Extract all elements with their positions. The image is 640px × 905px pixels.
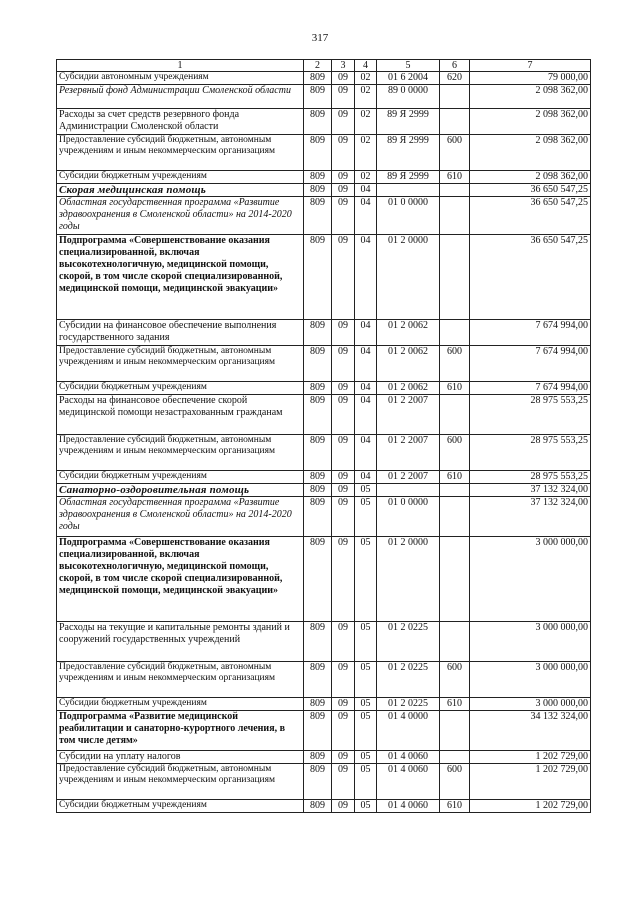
row-expense-type [440, 235, 470, 320]
row-amount: 2 098 362,00 [470, 171, 591, 184]
row-expense-type [440, 484, 470, 497]
table-row [57, 698, 591, 711]
row-amount: 3 000 000,00 [470, 537, 591, 622]
row-expense-type [440, 320, 470, 346]
row-ved: 809 [304, 72, 332, 85]
row-subsection: 02 [355, 135, 377, 171]
row-target-article: 01 4 0060 [377, 764, 440, 800]
row-expense-type [440, 184, 470, 197]
row-ved: 809 [304, 711, 332, 751]
row-subsection: 05 [355, 662, 377, 698]
row-target-article [377, 484, 440, 497]
row-expense-type [440, 497, 470, 537]
table-row [57, 197, 591, 235]
row-subsection: 02 [355, 171, 377, 184]
row-subsection: 04 [355, 346, 377, 382]
row-section: 09 [332, 711, 355, 751]
row-expense-type [440, 395, 470, 435]
row-subsection: 05 [355, 497, 377, 537]
row-target-article: 01 2 2007 [377, 471, 440, 484]
row-name: Субсидии автономным учреждениям [57, 72, 304, 85]
row-name: Предоставление субсидий бюджетным, автономным учреждениям и иным некоммерческим организациям [57, 135, 304, 171]
row-expense-type [440, 109, 470, 135]
row-name: Областная государственная программа «Развитие здравоохранения в Смоленской области» на 2014-2020 годы [57, 497, 304, 537]
row-ved: 809 [304, 484, 332, 497]
row-ved: 809 [304, 751, 332, 764]
row-subsection: 02 [355, 109, 377, 135]
row-ved: 809 [304, 382, 332, 395]
table-row [57, 395, 591, 435]
row-amount: 2 098 362,00 [470, 109, 591, 135]
row-expense-type [440, 85, 470, 109]
row-target-article: 89 0 0000 [377, 85, 440, 109]
row-section: 09 [332, 320, 355, 346]
table-row [57, 537, 591, 622]
row-amount: 3 000 000,00 [470, 622, 591, 662]
row-ved: 809 [304, 662, 332, 698]
row-ved: 809 [304, 197, 332, 235]
row-expense-type: 610 [440, 698, 470, 711]
row-target-article: 01 2 0225 [377, 698, 440, 711]
row-amount: 79 000,00 [470, 72, 591, 85]
header-col-7: 7 [470, 60, 591, 72]
row-target-article: 01 2 0225 [377, 662, 440, 698]
row-expense-type: 600 [440, 662, 470, 698]
row-name: Предоставление субсидий бюджетным, автономным учреждениям и иным некоммерческим организациям [57, 764, 304, 800]
table-row [57, 85, 591, 109]
row-name: Подпрограмма «Совершенствование оказания специализированной, включая высокотехнологичную, медицинской помощи, скорой, в том числе скорой специализированной, медицинской помощи, медицинской эвакуации» [57, 537, 304, 622]
header-col-5: 5 [377, 60, 440, 72]
row-section: 09 [332, 662, 355, 698]
row-amount: 7 674 994,00 [470, 320, 591, 346]
table-row [57, 484, 591, 497]
table-row [57, 471, 591, 484]
row-target-article: 01 6 2004 [377, 72, 440, 85]
row-ved: 809 [304, 109, 332, 135]
row-amount: 3 000 000,00 [470, 698, 591, 711]
row-target-article: 01 2 0000 [377, 537, 440, 622]
row-subsection: 04 [355, 435, 377, 471]
row-expense-type: 600 [440, 346, 470, 382]
row-section: 09 [332, 184, 355, 197]
row-subsection: 05 [355, 711, 377, 751]
row-target-article: 89 Я 2999 [377, 109, 440, 135]
table-row [57, 764, 591, 800]
table-row [57, 382, 591, 395]
row-section: 09 [332, 764, 355, 800]
header-col-2: 2 [304, 60, 332, 72]
row-name: Санаторно-оздоровительная помощь [57, 484, 304, 497]
table-row [57, 135, 591, 171]
row-name: Расходы за счет средств резервного фонда Администрации Смоленской области [57, 109, 304, 135]
row-ved: 809 [304, 497, 332, 537]
row-target-article: 01 2 0062 [377, 320, 440, 346]
row-section: 09 [332, 72, 355, 85]
row-name: Расходы на текущие и капитальные ремонты зданий и сооружений государственных учреждений [57, 622, 304, 662]
row-target-article: 01 2 0000 [377, 235, 440, 320]
row-subsection: 04 [355, 184, 377, 197]
row-ved: 809 [304, 320, 332, 346]
row-subsection: 04 [355, 395, 377, 435]
row-ved: 809 [304, 235, 332, 320]
row-subsection: 02 [355, 85, 377, 109]
header-col-4: 4 [355, 60, 377, 72]
row-expense-type: 610 [440, 171, 470, 184]
page-number: 317 [311, 32, 329, 44]
row-name: Подпрограмма «Развитие медицинской реабилитации и санаторно-курортного лечения, в том числе детям» [57, 711, 304, 751]
row-section: 09 [332, 85, 355, 109]
row-expense-type [440, 622, 470, 662]
row-ved: 809 [304, 184, 332, 197]
row-subsection: 05 [355, 698, 377, 711]
table-row [57, 662, 591, 698]
table-row [57, 346, 591, 382]
header-col-3: 3 [332, 60, 355, 72]
row-amount: 3 000 000,00 [470, 662, 591, 698]
row-target-article: 01 2 0062 [377, 382, 440, 395]
row-ved: 809 [304, 435, 332, 471]
row-target-article: 01 2 2007 [377, 435, 440, 471]
row-ved: 809 [304, 800, 332, 813]
row-target-article: 89 Я 2999 [377, 135, 440, 171]
table-row [57, 320, 591, 346]
row-subsection: 02 [355, 72, 377, 85]
row-ved: 809 [304, 171, 332, 184]
row-section: 09 [332, 537, 355, 622]
row-amount: 36 650 547,25 [470, 197, 591, 235]
row-expense-type: 600 [440, 135, 470, 171]
row-expense-type: 610 [440, 800, 470, 813]
row-section: 09 [332, 800, 355, 813]
row-section: 09 [332, 471, 355, 484]
row-section: 09 [332, 109, 355, 135]
row-expense-type [440, 711, 470, 751]
table-row [57, 235, 591, 320]
row-name: Предоставление субсидий бюджетным, автономным учреждениям и иным некоммерческим организациям [57, 662, 304, 698]
row-subsection: 04 [355, 320, 377, 346]
row-section: 09 [332, 622, 355, 662]
row-target-article: 01 4 0060 [377, 800, 440, 813]
row-ved: 809 [304, 346, 332, 382]
table-row [57, 171, 591, 184]
row-subsection: 05 [355, 484, 377, 497]
row-section: 09 [332, 346, 355, 382]
row-amount: 28 975 553,25 [470, 395, 591, 435]
row-section: 09 [332, 751, 355, 764]
row-target-article: 01 2 2007 [377, 395, 440, 435]
table-row [57, 497, 591, 537]
row-amount: 2 098 362,00 [470, 85, 591, 109]
row-subsection: 05 [355, 764, 377, 800]
row-name: Областная государственная программа «Развитие здравоохранения в Смоленской области» на 2014-2020 годы [57, 197, 304, 235]
table-row [57, 184, 591, 197]
row-amount: 36 650 547,25 [470, 235, 591, 320]
header-row [57, 60, 591, 72]
row-ved: 809 [304, 698, 332, 711]
row-ved: 809 [304, 471, 332, 484]
row-amount: 1 202 729,00 [470, 764, 591, 800]
table-row [57, 109, 591, 135]
row-subsection: 05 [355, 800, 377, 813]
table-row [57, 435, 591, 471]
row-name: Скорая медицинская помощь [57, 184, 304, 197]
budget-table [56, 59, 591, 813]
row-target-article [377, 184, 440, 197]
row-subsection: 04 [355, 235, 377, 320]
row-amount: 1 202 729,00 [470, 751, 591, 764]
row-section: 09 [332, 435, 355, 471]
row-expense-type: 600 [440, 435, 470, 471]
row-amount: 7 674 994,00 [470, 382, 591, 395]
row-ved: 809 [304, 764, 332, 800]
row-name: Резервный фонд Администрации Смоленской области [57, 85, 304, 109]
row-section: 09 [332, 135, 355, 171]
row-subsection: 05 [355, 622, 377, 662]
table-row [57, 622, 591, 662]
row-section: 09 [332, 395, 355, 435]
row-name: Субсидии на финансовое обеспечение выполнения государственного задания [57, 320, 304, 346]
row-subsection: 04 [355, 197, 377, 235]
row-amount: 28 975 553,25 [470, 435, 591, 471]
row-name: Субсидии бюджетным учреждениям [57, 171, 304, 184]
row-name: Предоставление субсидий бюджетным, автономным учреждениям и иным некоммерческим организациям [57, 346, 304, 382]
row-amount: 1 202 729,00 [470, 800, 591, 813]
row-target-article: 01 2 0225 [377, 622, 440, 662]
row-name: Расходы на финансовое обеспечение скорой медицинской помощи незастрахованным гражданам [57, 395, 304, 435]
row-subsection: 05 [355, 751, 377, 764]
row-section: 09 [332, 197, 355, 235]
row-amount: 28 975 553,25 [470, 471, 591, 484]
row-name: Субсидии бюджетным учреждениям [57, 471, 304, 484]
table-row [57, 800, 591, 813]
row-name: Субсидии бюджетным учреждениям [57, 382, 304, 395]
header-col-1: 1 [57, 60, 304, 72]
row-name: Подпрограмма «Совершенствование оказания специализированной, включая высокотехнологичную, медицинской помощи, скорой, в том числе скорой специализированной, медицинской помощи, медицинской эвакуации» [57, 235, 304, 320]
row-section: 09 [332, 484, 355, 497]
table-row [57, 711, 591, 751]
header-col-6: 6 [440, 60, 470, 72]
row-expense-type: 620 [440, 72, 470, 85]
row-expense-type [440, 751, 470, 764]
row-target-article: 01 2 0062 [377, 346, 440, 382]
row-name: Субсидии бюджетным учреждениям [57, 800, 304, 813]
row-amount: 36 650 547,25 [470, 184, 591, 197]
row-section: 09 [332, 698, 355, 711]
row-expense-type: 600 [440, 764, 470, 800]
row-target-article: 01 4 0060 [377, 751, 440, 764]
row-target-article: 01 0 0000 [377, 197, 440, 235]
row-section: 09 [332, 235, 355, 320]
row-target-article: 89 Я 2999 [377, 171, 440, 184]
table-row [57, 72, 591, 85]
row-ved: 809 [304, 537, 332, 622]
row-amount: 2 098 362,00 [470, 135, 591, 171]
row-ved: 809 [304, 622, 332, 662]
row-target-article: 01 4 0000 [377, 711, 440, 751]
row-subsection: 05 [355, 537, 377, 622]
row-ved: 809 [304, 85, 332, 109]
row-section: 09 [332, 497, 355, 537]
row-subsection: 04 [355, 471, 377, 484]
row-target-article: 01 0 0000 [377, 497, 440, 537]
row-section: 09 [332, 171, 355, 184]
row-subsection: 04 [355, 382, 377, 395]
row-name: Субсидии на уплату налогов [57, 751, 304, 764]
row-amount: 37 132 324,00 [470, 484, 591, 497]
row-amount: 37 132 324,00 [470, 497, 591, 537]
row-expense-type: 610 [440, 471, 470, 484]
row-ved: 809 [304, 135, 332, 171]
row-amount: 7 674 994,00 [470, 346, 591, 382]
row-name: Субсидии бюджетным учреждениям [57, 698, 304, 711]
row-expense-type: 610 [440, 382, 470, 395]
row-expense-type [440, 537, 470, 622]
row-section: 09 [332, 382, 355, 395]
table-row [57, 751, 591, 764]
row-ved: 809 [304, 395, 332, 435]
table-body [57, 72, 591, 813]
row-expense-type [440, 197, 470, 235]
row-amount: 34 132 324,00 [470, 711, 591, 751]
row-name: Предоставление субсидий бюджетным, автономным учреждениям и иным некоммерческим организациям [57, 435, 304, 471]
